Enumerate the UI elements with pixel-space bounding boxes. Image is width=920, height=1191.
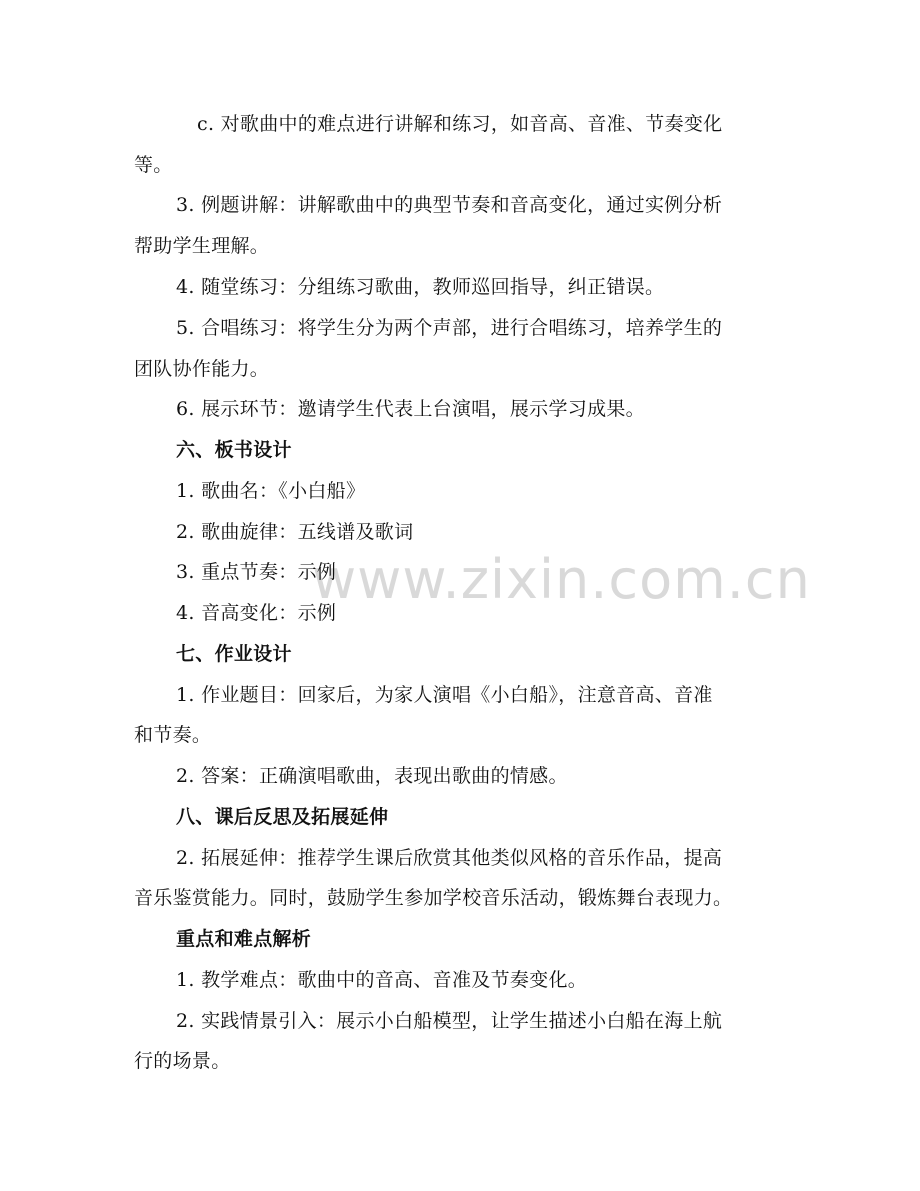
paragraph-line: 5. 合唱练习：将学生分为两个声部，进行合唱练习，培养学生的 [176, 317, 723, 339]
paragraph-line: 行的场景。 [134, 1050, 231, 1072]
paragraph-line: 和节奏。 [134, 724, 212, 746]
paragraph-line: 2. 实践情景引入：展示小白船模型，让学生描述小白船在海上航 [176, 1010, 723, 1032]
section-heading: 七、作业设计 [176, 643, 292, 665]
paragraph-line: 4. 随堂练习：分组练习歌曲，教师巡回指导，纠正错误。 [176, 276, 665, 298]
paragraph-line: 音乐鉴赏能力。同时，鼓励学生参加学校音乐活动，锻炼舞台表现力。 [134, 887, 733, 909]
watermark: www.zixin.com.cn [312, 548, 811, 611]
paragraph-line: 2. 答案：正确演唱歌曲，表现出歌曲的情感。 [176, 765, 568, 787]
section-heading: 六、板书设计 [176, 439, 292, 461]
paragraph-line: 帮助学生理解。 [134, 235, 270, 257]
paragraph-line: 2. 拓展延伸：推荐学生课后欣赏其他类似风格的音乐作品，提高 [176, 847, 723, 869]
paragraph-line: 3. 例题讲解：讲解歌曲中的典型节奏和音高变化，通过实例分析 [176, 194, 723, 216]
paragraph-line: 团队协作能力。 [134, 358, 270, 380]
section-heading: 重点和难点解析 [176, 928, 312, 950]
list-item: 1. 歌曲名：《小白船》 [176, 480, 366, 502]
paragraph-line: 6. 展示环节：邀请学生代表上台演唱，展示学习成果。 [176, 398, 645, 420]
paragraph-line: c. 对歌曲中的难点进行讲解和练习，如音高、音准、节奏变化 [197, 113, 723, 135]
section-heading: 八、课后反思及拓展延伸 [176, 806, 389, 828]
paragraph-line: 1. 教学难点：歌曲中的音高、音准及节奏变化。 [176, 969, 588, 991]
paragraph-line: 等。 [134, 154, 173, 176]
list-item: 2. 歌曲旋律：五线谱及歌词 [176, 521, 414, 543]
list-item: 4. 音高变化：示例 [176, 602, 337, 624]
list-item: 3. 重点节奏：示例 [176, 561, 337, 583]
paragraph-line: 1. 作业题目：回家后，为家人演唱《小白船》，注意音高、音准 [176, 684, 713, 706]
